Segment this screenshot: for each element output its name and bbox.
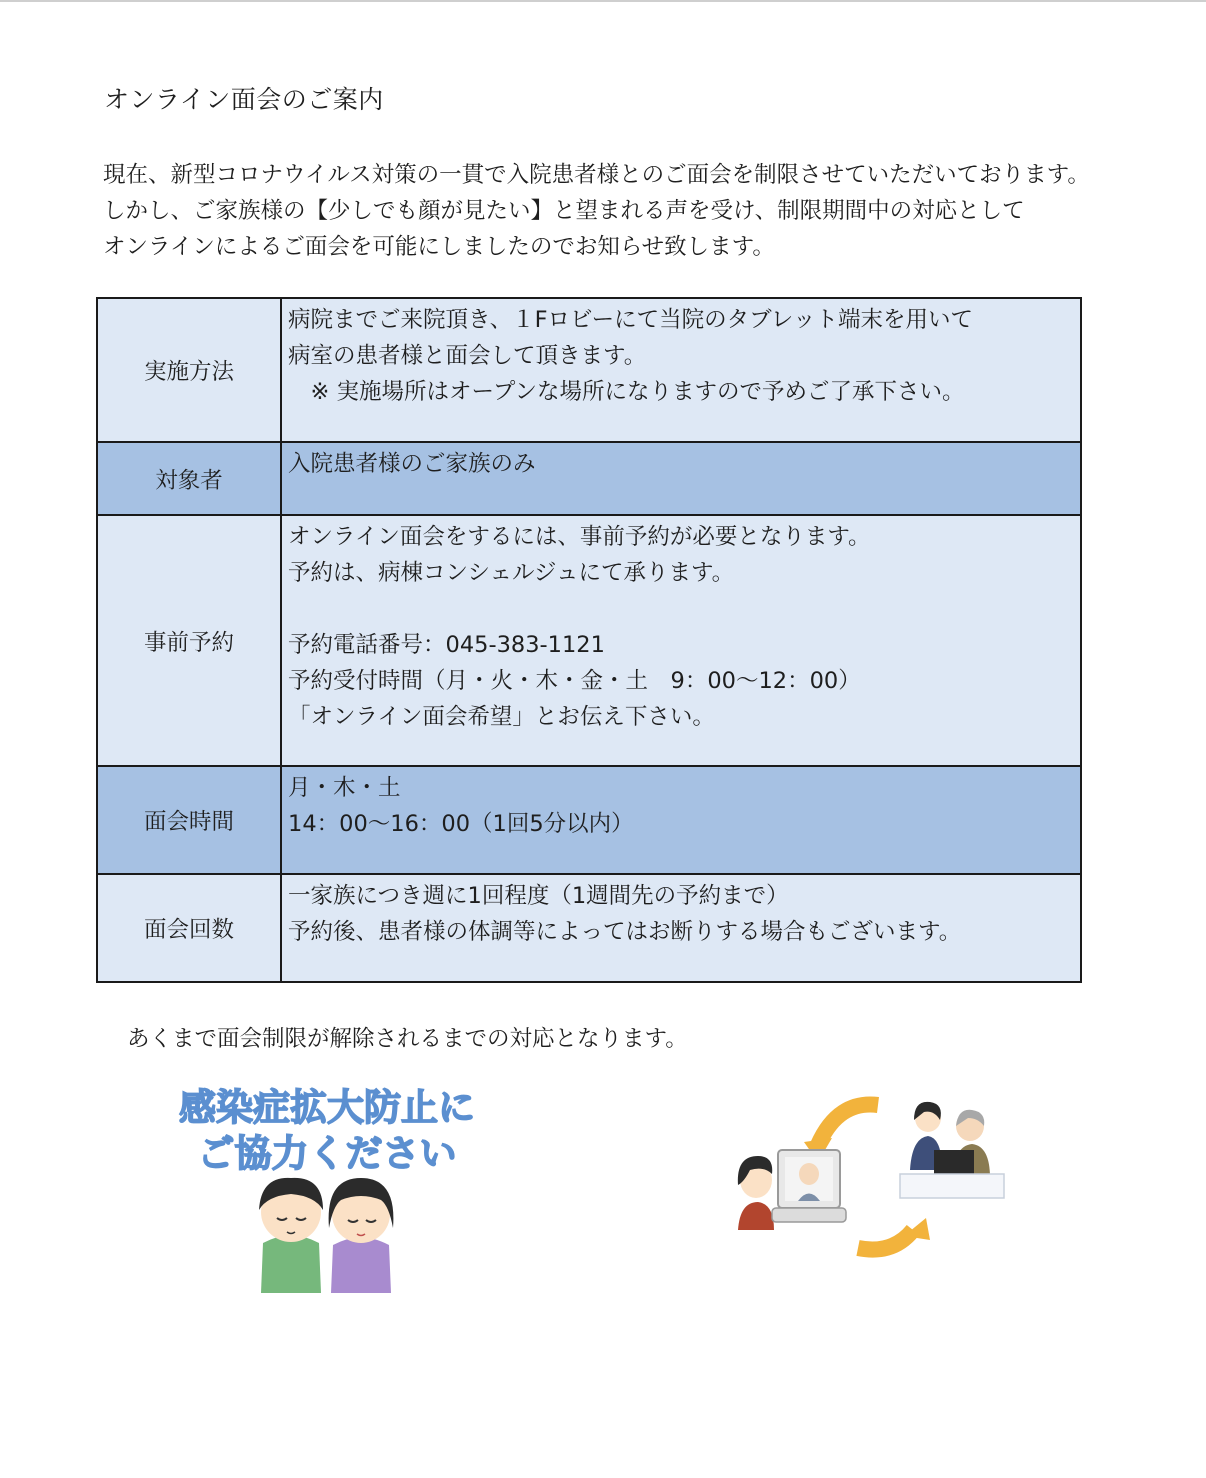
- table-row-method: [97, 298, 1081, 442]
- page-title: オンライン面会のご案内: [104, 85, 384, 114]
- content-line: 予約後、患者様の体調等によってはお断りする場合もございます。: [288, 919, 962, 945]
- content-line: ※ 実施場所はオープンな場所になりますので予めご了承下さい。: [288, 379, 965, 405]
- family-member-icon: [738, 1156, 774, 1230]
- intro-text: [103, 157, 1193, 265]
- content-line: [288, 591, 1080, 627]
- online-visit-illustration: [728, 1090, 1013, 1262]
- row-label: 対象者: [97, 442, 281, 515]
- row-label: 事前予約: [97, 515, 281, 766]
- row-content: [281, 298, 1081, 442]
- content-line: 予約受付時間（月・火・木・金・土 9：00〜12：00）: [288, 668, 861, 694]
- table-row-frequency: [97, 874, 1081, 982]
- illustration-caption-line: ご協力ください: [197, 1132, 457, 1175]
- row-content: [281, 442, 1081, 515]
- bowing-woman-icon: [329, 1178, 394, 1293]
- content-line: 14：00〜16：00（1回5分以内）: [288, 811, 634, 837]
- intro-line: しかし、ご家族様の【少しでも顔が見たい】と望まれる声を受け、制限期間中の対応として: [103, 198, 1025, 224]
- closing-note: あくまで面会制限が解除されるまでの対応となります。: [127, 1026, 688, 1052]
- content-line: 一家族につき週に1回程度（1週間先の予約まで）: [288, 883, 789, 909]
- content-line: 「オンライン面会希望」とお伝え下さい。: [288, 704, 715, 730]
- bowing-man-icon: [259, 1178, 323, 1293]
- content-line: 病院までご来院頂き、１Fロビーにて当院のタブレット端末を用いて: [288, 307, 974, 333]
- row-label: 面会回数: [97, 874, 281, 982]
- table-row-reservation: [97, 515, 1081, 766]
- intro-line: 現在、新型コロナウイルス対策の一貫で入院患者様とのご面会を制限させていただいております。: [103, 162, 1090, 188]
- table-row-hours: [97, 766, 1081, 874]
- content-line: オンライン面会をするには、事前予約が必要となります。: [288, 524, 871, 550]
- row-content: [281, 515, 1081, 766]
- content-line: 病室の患者様と面会して頂きます。: [288, 343, 647, 369]
- table-row-target: [97, 442, 1081, 515]
- visit-info-table: [96, 297, 1082, 983]
- content-line: 入院患者様のご家族のみ: [288, 451, 536, 477]
- row-content: [281, 874, 1081, 982]
- row-content: [281, 766, 1081, 874]
- content-line: 月・木・土: [288, 775, 401, 801]
- intro-line: オンラインによるご面会を可能にしましたのでお知らせ致します。: [103, 234, 775, 260]
- staff-and-patient-icon: [900, 1102, 1004, 1198]
- illustration-caption-line: 感染症拡大防止に: [179, 1086, 475, 1129]
- row-label: 面会時間: [97, 766, 281, 874]
- cooperation-illustration: [155, 1078, 500, 1303]
- phone-number-line: 予約電話番号：045-383-1121: [288, 632, 605, 658]
- tablet-icon: [772, 1150, 846, 1222]
- content-line: 予約は、病棟コンシェルジュにて承ります。: [288, 560, 735, 586]
- top-divider: [0, 0, 1206, 2]
- row-label: 実施方法: [97, 298, 281, 442]
